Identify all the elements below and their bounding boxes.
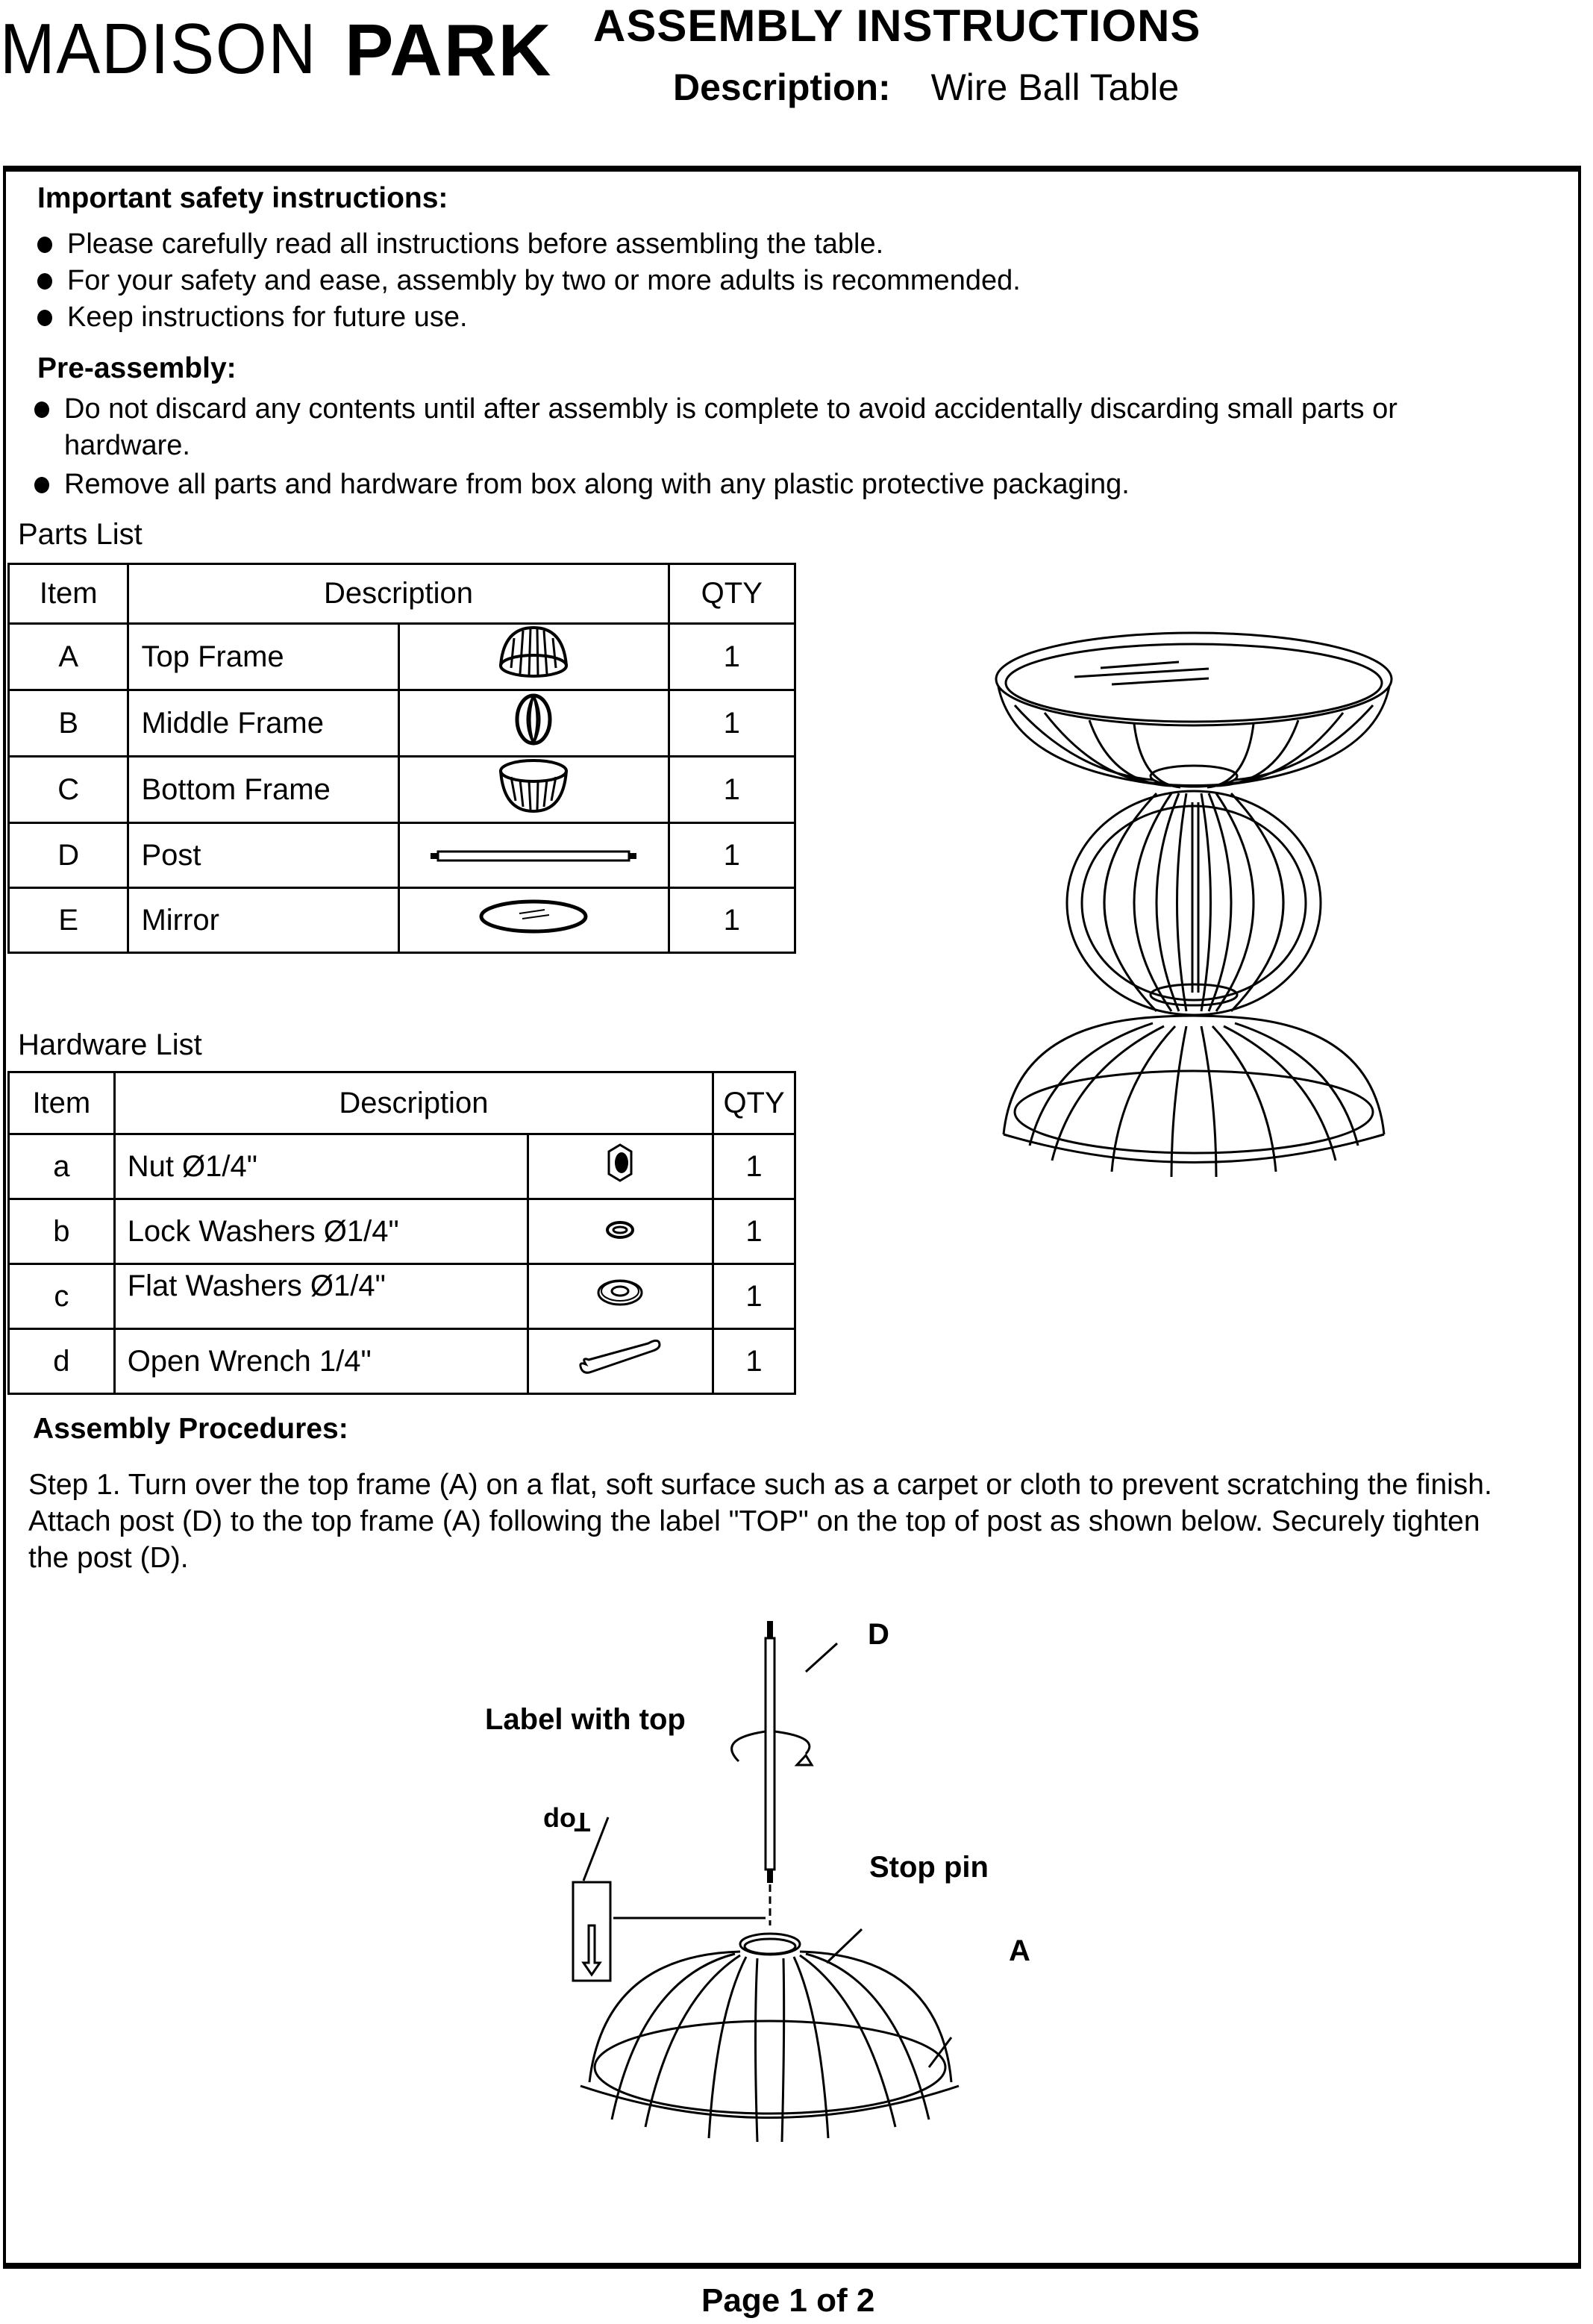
pre-assembly-item: Remove all parts and hardware from box along with any plastic protective packaging. [64, 466, 1130, 503]
table-row [9, 1199, 795, 1264]
table-row [9, 1134, 795, 1199]
top-frame-icon [496, 625, 571, 681]
item-description: Flat Washers Ø1/4" [114, 1264, 528, 1329]
column-header-qty: QTY [713, 1072, 795, 1134]
leader-stop-pin [827, 1929, 862, 1963]
safety-item: Keep instructions for future use. [67, 299, 468, 336]
description-value: Wire Ball Table [930, 66, 1180, 108]
item-qty: 1 [669, 888, 795, 953]
item-id: d [9, 1329, 115, 1394]
middle-ball-wires [1104, 793, 1283, 1011]
table-row [9, 1329, 795, 1394]
hardware-list-table [7, 1071, 796, 1395]
top-bowl-wires [1015, 705, 1373, 787]
item-description: Mirror [128, 888, 399, 953]
item-qty: 1 [713, 1329, 795, 1394]
brand-logo [0, 9, 553, 91]
label-with-top: Label with top [485, 1703, 686, 1736]
step-1-diagram [522, 1612, 1119, 2179]
leader-d [806, 1643, 837, 1672]
pre-assembly-item: Do not discard any contents until after assembly is complete to avoid accidentally discarding small parts or [64, 391, 1398, 428]
column-header-description: Description [128, 564, 669, 624]
flat-washer-icon [595, 1278, 645, 1308]
item-description: Lock Washers Ø1/4" [114, 1199, 528, 1264]
item-id: A [9, 624, 128, 690]
mirror-icon [478, 897, 589, 936]
top-frame-a [589, 1952, 951, 2082]
item-id: a [9, 1134, 115, 1199]
step-1-text: Step 1. Turn over the top frame (A) on a flat, soft surface such as a carpet or cloth to prevent scratching the finish. Attach post (D) to the top frame (A) following the label "TOP" on the top of post as shown below. Securely tighten the post (D). [28, 1469, 1492, 1574]
column-header-qty: QTY [669, 564, 795, 624]
parts-list-header-row [9, 564, 795, 624]
item-id: E [9, 888, 128, 953]
item-description: Bottom Frame [128, 757, 399, 823]
item-id: b [9, 1199, 115, 1264]
pre-assembly-item-continued: hardware. [64, 430, 190, 461]
assembly-procedures-heading: Assembly Procedures: [33, 1413, 348, 1445]
item-qty: 1 [669, 757, 795, 823]
table-row [9, 888, 795, 953]
bottom-frame-icon [496, 758, 571, 814]
safety-heading: Important safety instructions: [37, 182, 448, 214]
table-row [9, 690, 795, 757]
document-title: ASSEMBLY INSTRUCTIONS [593, 1, 1201, 51]
document-description [673, 66, 1179, 109]
item-qty: 1 [669, 823, 795, 888]
table-row [9, 823, 795, 888]
parts-list-heading: Parts List [18, 518, 143, 551]
wire-ball-table-illustration [985, 623, 1403, 1190]
item-description: Nut Ø1/4" [114, 1134, 528, 1199]
table-row [9, 624, 795, 690]
label-a: A [1009, 1934, 1030, 1967]
nut-icon [605, 1143, 635, 1183]
item-description: Open Wrench 1/4" [114, 1329, 528, 1394]
item-id: C [9, 757, 128, 823]
page-number: Page 1 of 2 [701, 2282, 875, 2319]
item-id: D [9, 823, 128, 888]
item-description: Middle Frame [128, 690, 399, 757]
safety-item: For your safety and ease, assembly by two or more adults is recommended. [67, 263, 1021, 299]
parts-list-table [7, 563, 796, 954]
top-label-text: Top [543, 1807, 591, 1837]
hardware-list-heading: Hardware List [18, 1028, 202, 1061]
item-qty: 1 [669, 690, 795, 757]
item-qty: 1 [713, 1134, 795, 1199]
hardware-list-header-row [9, 1072, 795, 1134]
post-d [766, 1638, 774, 1869]
label-stop-pin: Stop pin [869, 1851, 989, 1884]
safety-item: Please carefully read all instructions before assembling the table. [67, 226, 883, 263]
bullet-icon [37, 273, 52, 290]
table-row [9, 1264, 795, 1329]
label-d: D [868, 1618, 889, 1651]
middle-frame-icon [496, 691, 571, 748]
column-header-item: Item [9, 1072, 115, 1134]
table-row [9, 757, 795, 823]
item-description: Post [128, 823, 399, 888]
description-label: Description: [673, 66, 891, 108]
bullet-icon [37, 237, 52, 253]
post-icon [429, 847, 638, 865]
brand-logo-light: MADISON [0, 9, 318, 89]
bullet-icon [34, 402, 49, 418]
item-qty: 1 [669, 624, 795, 690]
column-header-description: Description [114, 1072, 713, 1134]
item-qty: 1 [713, 1264, 795, 1329]
item-description: Top Frame [128, 624, 399, 690]
wrench-icon [575, 1339, 665, 1376]
wire-lines [1074, 662, 1209, 684]
bullet-icon [37, 310, 52, 326]
column-header-item: Item [9, 564, 128, 624]
bullet-icon [34, 477, 49, 493]
item-qty: 1 [713, 1199, 795, 1264]
item-id: B [9, 690, 128, 757]
item-id: c [9, 1264, 115, 1329]
lock-washer-icon [604, 1219, 636, 1241]
brand-logo-bold: PARK [345, 9, 553, 91]
pre-assembly-heading: Pre-assembly: [37, 352, 237, 384]
